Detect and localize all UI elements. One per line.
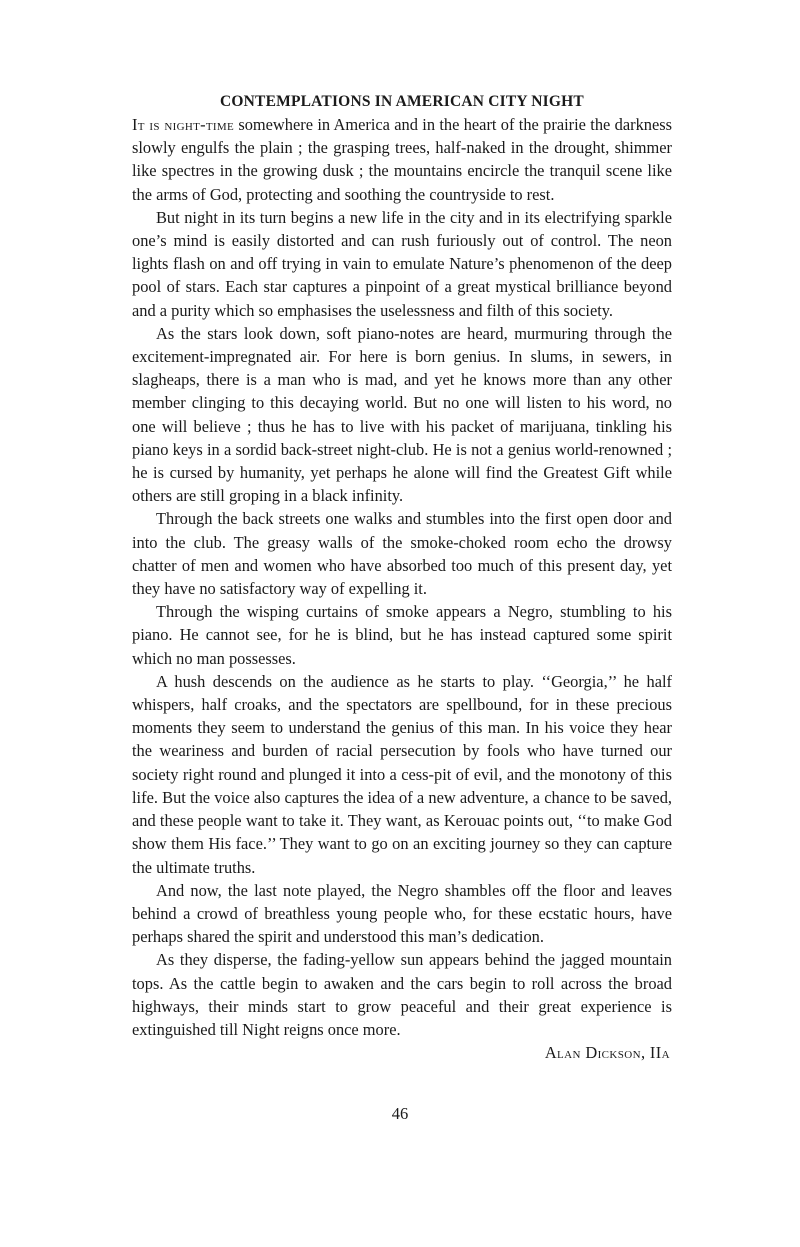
document-page xyxy=(132,92,672,1064)
paragraph-7: And now, the last note played, the Negro shambles off the floor and leaves behind a crowd of breathless young people who, for these ecstatic hours, have perhaps shared the spirit and understood this man’s dedication. xyxy=(132,880,672,947)
page-number: 46 xyxy=(391,1104,409,1123)
paragraph-lead: It is night-time xyxy=(132,115,234,134)
author-signature: Alan Dickson, IIa xyxy=(544,1043,670,1063)
document-title: CONTEMPLATIONS IN AMERICAN CITY NIGHT xyxy=(220,93,584,110)
paragraph-5: Through the wisping curtains of smoke appears a Negro, stumbling to his piano. He cannot see, for he is blind, but he has instead captured some spirit which no man possesses. xyxy=(132,602,672,668)
paragraph-4: Through the back streets one walks and stumbles into the first open door and into the club. The greasy walls of the smoke-choked room echo the drowsy chatter of men and women who have absorbed too much of this present day, yet they have no satisfactory way of expelling it. xyxy=(132,509,672,599)
paragraph-1-text: somewhere in America and in the heart of the prairie the darkness slowly engulfs the plain ; the grasping trees, half-naked in the drought, shimmer like spectres in the growing dusk ; the mountains encircle the tranquil scene like the arms of God, protecting and soothing the countryside to rest. xyxy=(132,115,672,204)
paragraph-8: As they disperse, the fading-yellow sun appears behind the jagged mountain tops. As the cattle begin to awaken and the cars begin to roll across the broad highways, their minds start to grow peaceful and their great experience is extinguished till Night reigns once more. xyxy=(132,950,672,1039)
paragraph-6: A hush descends on the audience as he starts to play. ‘‘Georgia,’’ he half whispers, half croaks, and the spectators are spellbound, for in these precious moments they seem to understand the genius of this man. In his voice they hear the weariness and burden of racial persecution by fools who have turned our society right round and plunged it into a cess-pit of evil, and the monotony of this life. But the voice also captures the idea of a new adventure, a chance to be saved, and these people want to take it. They want, as Kerouac points out, ‘‘to make God show them His face.’’ They want to go on an exciting journey so they can capture the ultimate truths. xyxy=(132,671,672,877)
paragraph-2: But night in its turn begins a new life in the city and in its electrifying sparkle one’s mind is easily distorted and can rush furiously out of control. The neon lights flash on and off trying in vain to emulate Nature’s phenomenon of the deep pool of stars. Each star captures a pinpoint of a great mystical brilliance beyond and a purity which so emphasises the uselessness and filth of this society. xyxy=(132,207,672,320)
paragraph-1 xyxy=(132,113,672,206)
paragraph-3: As the stars look down, soft piano-notes are heard, murmuring through the excitement-impregnated air. For here is born genius. In slums, in sewers, in slagheaps, there is a man who is mad, and yet he knows more than any other member clinging to this decaying world. But no one will listen to his word, no one will believe ; thus he has to live with his packet of marijuana, tinkling his piano keys in a sordid back-street night-club. He is not a genius world-renowned ; he is cursed by humanity, yet perhaps he alone will find the Greatest Gift while others are still groping in a black infinity. xyxy=(132,323,672,506)
